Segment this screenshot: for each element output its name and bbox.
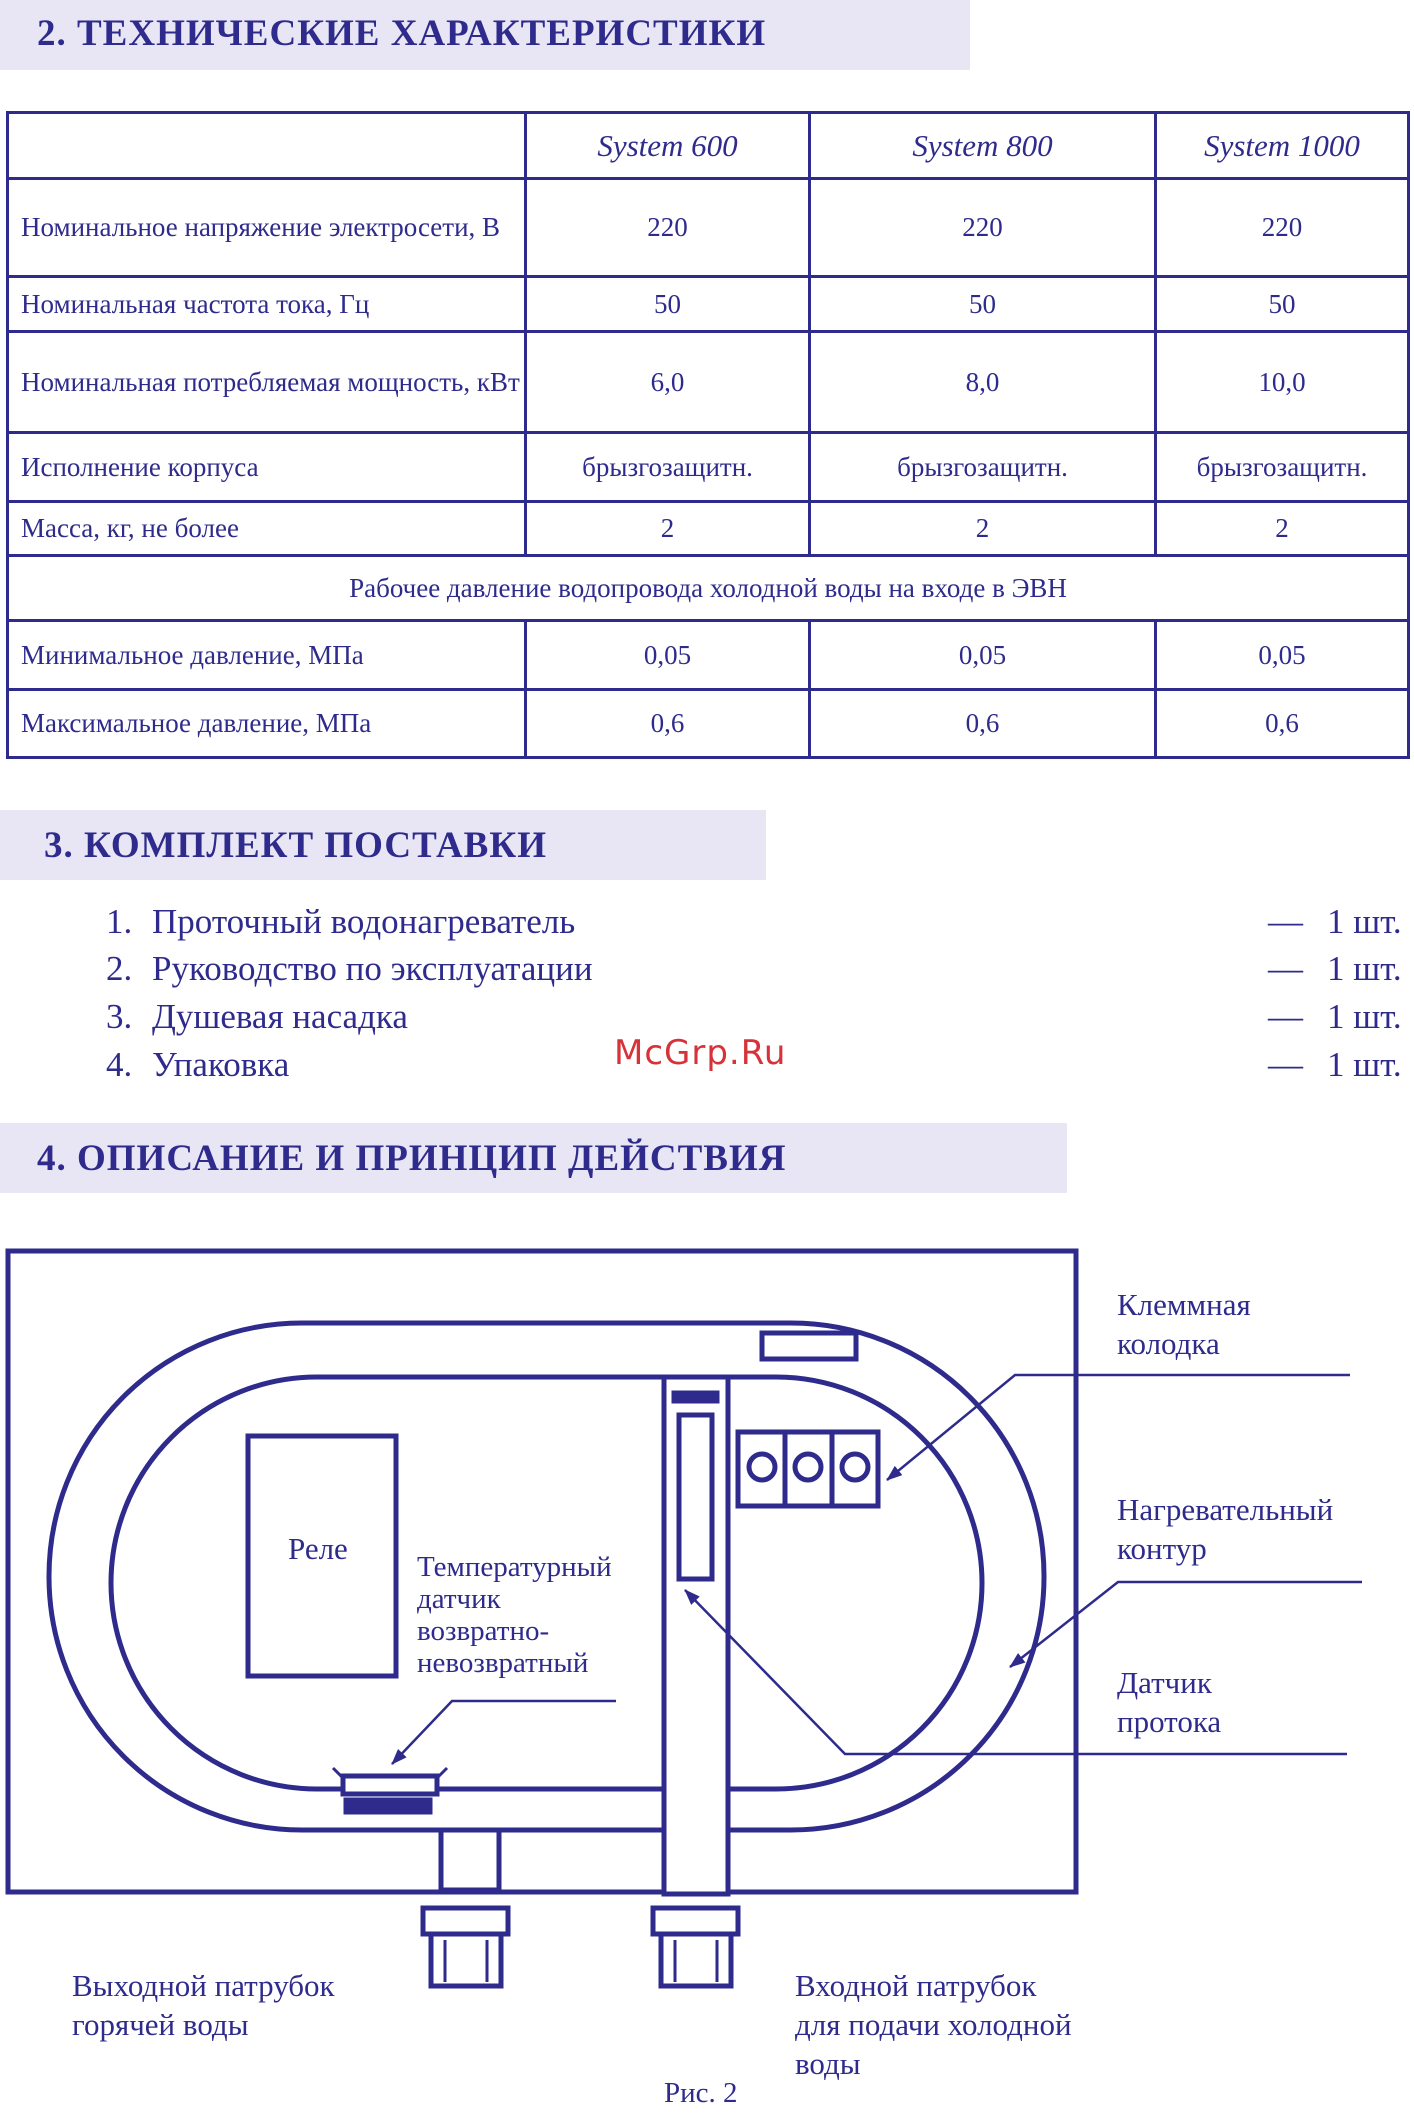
kit-list-item xyxy=(0,900,1414,944)
kit-item-dash: — xyxy=(1268,949,1303,988)
outlet-line: Выходной патрубок xyxy=(72,1968,335,2003)
inlet-line: воды xyxy=(795,2046,861,2081)
cell-value: 0,6 xyxy=(810,690,1156,758)
table-row xyxy=(8,277,1409,332)
cell-value: 0,05 xyxy=(526,621,810,690)
outlet-line: горячей воды xyxy=(72,2007,249,2042)
inlet-nut xyxy=(653,1908,738,1934)
terminal-top-plate xyxy=(762,1333,856,1359)
outlet-nut xyxy=(431,1934,501,1986)
desc-title: 4. ОПИСАНИЕ И ПРИНЦИП ДЕЙСТВИЯ xyxy=(37,1138,787,1179)
cell-value: 0,6 xyxy=(526,690,810,758)
kit-item-qty: 1 шт. xyxy=(1327,949,1402,988)
specs-table xyxy=(6,111,1410,759)
outlet-label xyxy=(72,1966,335,2044)
specs-title: 2. ТЕХНИЧЕСКИЕ ХАРАКТЕРИСТИКИ xyxy=(37,13,767,54)
cell-value: 2 xyxy=(810,502,1156,556)
column-header: System 1000 xyxy=(1156,113,1409,179)
row-label: Номинальное напряжение электросети, В xyxy=(8,179,526,277)
kit-item-number: 2. xyxy=(106,949,133,988)
terminal-block-label xyxy=(1117,1285,1251,1363)
flow-sensor-line: Датчик xyxy=(1117,1665,1212,1700)
cell-value: брызгозащитн. xyxy=(810,433,1156,502)
header-empty-cell xyxy=(8,113,526,179)
kit-item-number: 3. xyxy=(106,997,133,1036)
heating-circuit-line: контур xyxy=(1117,1531,1207,1566)
row-label: Номинальная частота тока, Гц xyxy=(8,277,526,332)
cell-value: 50 xyxy=(810,277,1156,332)
kit-item-dash: — xyxy=(1268,1045,1303,1084)
table-row xyxy=(8,332,1409,433)
terminal-block-line: колодка xyxy=(1117,1326,1220,1361)
cell-value: 50 xyxy=(1156,277,1409,332)
table-row xyxy=(8,690,1409,758)
temp-sensor-base xyxy=(346,1800,430,1812)
kit-item-dash: — xyxy=(1268,997,1303,1036)
terminal-block xyxy=(738,1432,878,1506)
cell-value: брызгозащитн. xyxy=(526,433,810,502)
column-header: System 800 xyxy=(810,113,1156,179)
table-row xyxy=(8,556,1409,621)
kit-list-item xyxy=(0,947,1414,991)
table-header-row xyxy=(8,113,1409,179)
row-label: Максимальное давление, МПа xyxy=(8,690,526,758)
inlet-label xyxy=(795,1966,1072,2083)
terminal-leader xyxy=(887,1375,1350,1480)
row-label: Номинальная потребляемая мощность, кВт xyxy=(8,332,526,433)
cell-value: 2 xyxy=(526,502,810,556)
row-label: Исполнение корпуса xyxy=(8,433,526,502)
cell-value: 220 xyxy=(1156,179,1409,277)
kit-item-name: Проточный водонагреватель xyxy=(152,902,576,941)
kit-item-qty: 1 шт. xyxy=(1327,902,1402,941)
cell-value: 2 xyxy=(1156,502,1409,556)
table-row xyxy=(8,433,1409,502)
heating-circuit-label xyxy=(1117,1490,1333,1568)
watermark: McGrp.Ru xyxy=(614,1033,787,1073)
temp-sensor-leader xyxy=(392,1701,616,1764)
cell-value: 0,05 xyxy=(1156,621,1409,690)
inlet-nut xyxy=(661,1934,731,1986)
terminal-block-line: Клеммная xyxy=(1117,1287,1251,1322)
cell-value: брызгозащитн. xyxy=(1156,433,1409,502)
row-label: Масса, кг, не более xyxy=(8,502,526,556)
cell-value: 8,0 xyxy=(810,332,1156,433)
cell-value: 50 xyxy=(526,277,810,332)
cell-value: 220 xyxy=(810,179,1156,277)
flow-sensor-line: протока xyxy=(1117,1704,1222,1739)
relay-label: Реле xyxy=(288,1531,348,1566)
kit-item-name: Душевая насадка xyxy=(152,997,408,1036)
column-header: System 600 xyxy=(526,113,810,179)
temp-sensor-line: Температурный xyxy=(417,1551,612,1583)
temp-sensor-label xyxy=(417,1551,612,1679)
cell-value: 0,05 xyxy=(810,621,1156,690)
temp-sensor-tick xyxy=(437,1768,447,1778)
cell-value: 0,6 xyxy=(1156,690,1409,758)
kit-item-name: Руководство по эксплуатации xyxy=(152,949,593,988)
row-label: Минимальное давление, МПа xyxy=(8,621,526,690)
flow-sensor-label xyxy=(1117,1663,1221,1741)
heating-leader xyxy=(1010,1582,1362,1667)
temp-sensor-line: датчик xyxy=(417,1583,501,1615)
temp-sensor-line: невозвратный xyxy=(417,1647,589,1679)
kit-title: 3. КОМПЛЕКТ ПОСТАВКИ xyxy=(44,825,547,866)
kit-item-number: 4. xyxy=(106,1045,133,1084)
flow-sensor xyxy=(679,1415,712,1579)
table-row xyxy=(8,502,1409,556)
kit-item-dash: — xyxy=(1268,902,1303,941)
temp-sensor-top xyxy=(343,1776,437,1794)
cell-value: 6,0 xyxy=(526,332,810,433)
figure-caption: Рис. 2 xyxy=(664,2077,738,2109)
table-row xyxy=(8,621,1409,690)
kit-item-name: Упаковка xyxy=(152,1045,290,1084)
table-row xyxy=(8,179,1409,277)
outlet-nut xyxy=(423,1908,508,1934)
pressure-heading: Рабочее давление водопровода холодной воды на входе в ЭВН xyxy=(8,556,1409,621)
inlet-line: для подачи холодной xyxy=(795,2007,1072,2042)
kit-item-qty: 1 шт. xyxy=(1327,1045,1402,1084)
flow-sensor-cap xyxy=(674,1393,717,1401)
cell-value: 10,0 xyxy=(1156,332,1409,433)
outlet-pipe xyxy=(441,1830,499,1890)
temp-sensor-line: возвратно- xyxy=(417,1615,550,1647)
kit-item-number: 1. xyxy=(106,902,133,941)
heating-circuit-line: Нагревательный xyxy=(1117,1492,1334,1527)
cell-value: 220 xyxy=(526,179,810,277)
inlet-line: Входной патрубок xyxy=(795,1968,1037,2003)
flow-leader xyxy=(685,1590,1347,1754)
kit-item-qty: 1 шт. xyxy=(1327,997,1402,1036)
temp-sensor-tick xyxy=(333,1768,343,1778)
